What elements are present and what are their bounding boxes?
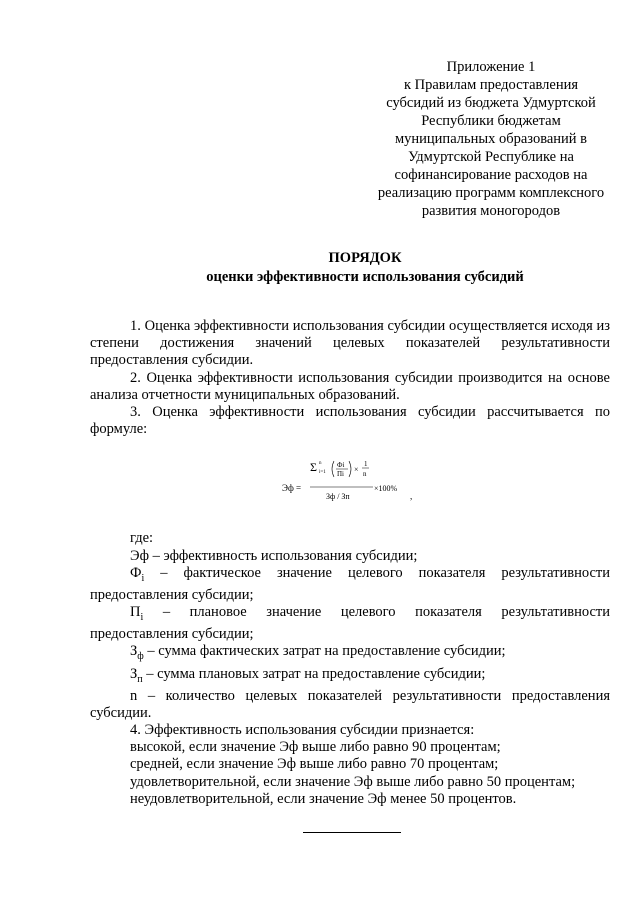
formula-denominator: Зф / Зп <box>326 492 350 501</box>
level-unsatisfactory: неудовлетворительной, если значение Эф менее 50 процентов. <box>130 790 517 807</box>
document-body <box>90 318 610 808</box>
definition-ef: Эф – эффективность использования субсидии; <box>130 547 418 564</box>
document-title <box>90 249 640 287</box>
appendix-line: развития моногородов <box>421 203 561 219</box>
footer-rule <box>303 832 401 833</box>
paragraph-4: 4. Эффективность использования субсидии признается: <box>130 722 475 739</box>
times-sign: × <box>354 465 359 474</box>
definition-zf: $З_ф$ – сумма фактических затрат на предоставление субсидии; <box>130 643 506 663</box>
one: 1 <box>364 460 368 468</box>
appendix-line: реализацию программ комплексного <box>377 185 605 201</box>
level-satisfactory: удовлетворительной, если значение Эф выше либо равно 50 процентам; <box>130 773 576 790</box>
sum-bottom: i=1 <box>319 470 326 475</box>
paragraph-1: 1. Оценка эффективности использования субсидии осуществляется исходя из степени достижения значений целевых показателей результативности предоставления субсидии. <box>90 318 610 369</box>
appendix-line: к Правилам предоставления <box>403 77 579 93</box>
paren-left <box>332 461 334 477</box>
frac-den: Пi <box>337 470 344 478</box>
appendix-header <box>362 58 620 220</box>
definition-zp: $З_п$ – сумма плановых затрат на предоставление субсидии; <box>130 665 486 685</box>
appendix-line: софинансирование расходов на <box>394 167 588 183</box>
appendix-line: субсидий из бюджета Удмуртской <box>386 95 596 111</box>
sum-sign: Σ <box>310 460 317 474</box>
title-subheading: оценки эффективности использования субсидий <box>206 269 524 285</box>
paragraph-2: 2. Оценка эффективности использования субсидии производится на основе анализа отчетности муниципальных образований. <box>90 369 610 403</box>
frac-num: Фi <box>337 461 345 469</box>
definition-n: n – количество целевых показателей результативности предоставления субсидии. <box>90 687 610 721</box>
paren-right <box>349 461 351 477</box>
appendix-line: муниципальных образований в <box>394 131 588 147</box>
formula-lhs: Эф = <box>282 483 302 493</box>
appendix-line: Республики бюджетам <box>421 113 561 129</box>
appendix-line: Приложение 1 <box>446 59 536 75</box>
title-heading: ПОРЯДОК <box>328 250 402 266</box>
n-den: n <box>363 470 367 478</box>
formula-comma: , <box>410 491 413 501</box>
sum-top: n <box>319 461 322 466</box>
efficiency-formula <box>282 455 422 525</box>
where-label: где: <box>130 530 154 547</box>
paragraph-3: 3. Оценка эффективности использования субсидии рассчитывается по формуле: <box>90 404 610 438</box>
level-high: высокой, если значение Эф выше либо равно 90 процентам; <box>130 739 501 756</box>
appendix-line: Удмуртской Республике на <box>408 149 574 165</box>
definition-pi: $П_i$ – плановое значение целевого показателя результативности предоставления субсидии; <box>90 604 610 643</box>
level-mid: средней, если значение Эф выше либо равно 70 процентам; <box>130 756 499 773</box>
definition-fi: $Ф_i$ – фактическое значение целевого показателя результативности предоставления субсидии; <box>90 564 610 603</box>
formula-tail: ×100% <box>374 484 398 493</box>
